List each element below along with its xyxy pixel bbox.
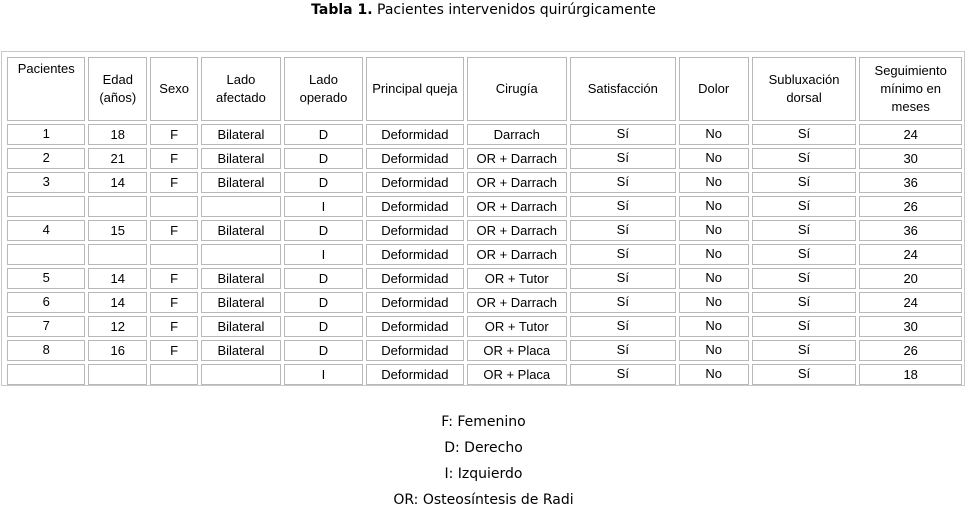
cell-pacientes: 6: [7, 292, 85, 313]
table-header: [7, 57, 962, 121]
footnotes: [0, 412, 967, 516]
cell-dolor: No: [679, 316, 749, 337]
header-seguimiento: Seguimiento mínimo en meses: [859, 57, 962, 121]
cell-subluxacion-dorsal: Sí: [752, 196, 857, 217]
header-satisfaccion: Satisfacción: [570, 57, 676, 121]
cell-principal-queja: Deformidad: [366, 220, 463, 241]
cell-lado-afectado: Bilateral: [201, 172, 281, 193]
cell-pacientes: 8: [7, 340, 85, 361]
cell-principal-queja: Deformidad: [366, 244, 463, 265]
table-caption: [0, 1, 967, 19]
cell-subluxacion-dorsal: Sí: [752, 124, 857, 145]
table-row: [7, 340, 962, 361]
cell-dolor: No: [679, 340, 749, 361]
cell-satisfaccion: Sí: [570, 124, 676, 145]
cell-edad: 14: [88, 292, 147, 313]
cell-pacientes: 1: [7, 124, 85, 145]
cell-lado-operado: D: [284, 220, 364, 241]
cell-satisfaccion: Sí: [570, 340, 676, 361]
cell-seguimiento: 30: [859, 148, 962, 169]
cell-lado-afectado: Bilateral: [201, 316, 281, 337]
cell-subluxacion-dorsal: Sí: [752, 244, 857, 265]
header-row: [7, 57, 962, 121]
cell-cirugia: Darrach: [467, 124, 567, 145]
cell-edad: 14: [88, 172, 147, 193]
cell-cirugia: OR + Darrach: [467, 220, 567, 241]
cell-lado-operado: I: [284, 244, 364, 265]
cell-satisfaccion: Sí: [570, 148, 676, 169]
cell-edad: 15: [88, 220, 147, 241]
cell-lado-operado: D: [284, 340, 364, 361]
cell-principal-queja: Deformidad: [366, 196, 463, 217]
cell-dolor: No: [679, 364, 749, 385]
cell-satisfaccion: Sí: [570, 268, 676, 289]
cell-lado-afectado: [201, 196, 281, 217]
patients-table: [4, 54, 965, 388]
cell-lado-afectado: Bilateral: [201, 292, 281, 313]
cell-dolor: No: [679, 244, 749, 265]
cell-cirugia: OR + Darrach: [467, 292, 567, 313]
cell-lado-afectado: Bilateral: [201, 124, 281, 145]
cell-satisfaccion: Sí: [570, 220, 676, 241]
table-row: [7, 220, 962, 241]
cell-pacientes: 5: [7, 268, 85, 289]
table-row: [7, 364, 962, 385]
cell-satisfaccion: Sí: [570, 364, 676, 385]
cell-lado-afectado: Bilateral: [201, 340, 281, 361]
table-row: [7, 172, 962, 193]
cell-pacientes: [7, 244, 85, 265]
cell-sexo: F: [150, 292, 198, 313]
header-dolor: Dolor: [679, 57, 749, 121]
cell-edad: [88, 244, 147, 265]
cell-pacientes: 2: [7, 148, 85, 169]
header-sexo: Sexo: [150, 57, 198, 121]
footnote-osteosintesis: OR: Osteosíntesis de Radi: [393, 492, 574, 508]
footnote-derecho: D: Derecho: [444, 440, 523, 456]
cell-cirugia: OR + Placa: [467, 364, 567, 385]
cell-sexo: F: [150, 172, 198, 193]
cell-seguimiento: 24: [859, 244, 962, 265]
cell-lado-operado: D: [284, 172, 364, 193]
patients-table-frame: [1, 51, 965, 386]
cell-subluxacion-dorsal: Sí: [752, 220, 857, 241]
cell-satisfaccion: Sí: [570, 172, 676, 193]
cell-seguimiento: 24: [859, 292, 962, 313]
cell-principal-queja: Deformidad: [366, 172, 463, 193]
cell-lado-operado: D: [284, 124, 364, 145]
cell-subluxacion-dorsal: Sí: [752, 340, 857, 361]
cell-sexo: [150, 196, 198, 217]
cell-cirugia: OR + Darrach: [467, 196, 567, 217]
cell-dolor: No: [679, 220, 749, 241]
cell-principal-queja: Deformidad: [366, 148, 463, 169]
table-row: [7, 316, 962, 337]
cell-cirugia: OR + Darrach: [467, 172, 567, 193]
cell-subluxacion-dorsal: Sí: [752, 148, 857, 169]
cell-principal-queja: Deformidad: [366, 268, 463, 289]
cell-edad: 12: [88, 316, 147, 337]
cell-satisfaccion: Sí: [570, 316, 676, 337]
cell-pacientes: 7: [7, 316, 85, 337]
cell-edad: 14: [88, 268, 147, 289]
cell-dolor: No: [679, 172, 749, 193]
cell-sexo: [150, 364, 198, 385]
header-lado-afectado: Lado afectado: [201, 57, 281, 121]
table-row: [7, 268, 962, 289]
cell-lado-operado: I: [284, 364, 364, 385]
caption-label: Tabla 1.: [311, 2, 373, 18]
cell-lado-afectado: Bilateral: [201, 268, 281, 289]
table-row: [7, 196, 962, 217]
cell-seguimiento: 30: [859, 316, 962, 337]
cell-lado-operado: D: [284, 148, 364, 169]
cell-principal-queja: Deformidad: [366, 292, 463, 313]
cell-principal-queja: Deformidad: [366, 316, 463, 337]
cell-seguimiento: 26: [859, 340, 962, 361]
cell-lado-operado: I: [284, 196, 364, 217]
cell-edad: 18: [88, 124, 147, 145]
cell-sexo: F: [150, 124, 198, 145]
table-row: [7, 148, 962, 169]
cell-cirugia: OR + Tutor: [467, 268, 567, 289]
cell-pacientes: 4: [7, 220, 85, 241]
cell-edad: 16: [88, 340, 147, 361]
cell-lado-operado: D: [284, 292, 364, 313]
cell-dolor: No: [679, 196, 749, 217]
cell-cirugia: OR + Placa: [467, 340, 567, 361]
cell-satisfaccion: Sí: [570, 244, 676, 265]
table-row: [7, 244, 962, 265]
cell-principal-queja: Deformidad: [366, 364, 463, 385]
cell-lado-operado: D: [284, 316, 364, 337]
cell-pacientes: [7, 196, 85, 217]
header-cirugia: Cirugía: [467, 57, 567, 121]
cell-satisfaccion: Sí: [570, 292, 676, 313]
cell-seguimiento: 36: [859, 172, 962, 193]
cell-subluxacion-dorsal: Sí: [752, 364, 857, 385]
footnote-izquierdo: I: Izquierdo: [444, 466, 523, 482]
cell-sexo: F: [150, 268, 198, 289]
cell-subluxacion-dorsal: Sí: [752, 172, 857, 193]
cell-lado-operado: D: [284, 268, 364, 289]
cell-pacientes: 3: [7, 172, 85, 193]
cell-sexo: [150, 244, 198, 265]
cell-subluxacion-dorsal: Sí: [752, 292, 857, 313]
cell-edad: [88, 364, 147, 385]
cell-subluxacion-dorsal: Sí: [752, 316, 857, 337]
header-lado-operado: Lado operado: [284, 57, 364, 121]
cell-sexo: F: [150, 220, 198, 241]
cell-principal-queja: Deformidad: [366, 124, 463, 145]
cell-seguimiento: 24: [859, 124, 962, 145]
header-subluxacion-dorsal: Subluxación dorsal: [752, 57, 857, 121]
cell-sexo: F: [150, 148, 198, 169]
cell-seguimiento: 18: [859, 364, 962, 385]
caption-text: Pacientes intervenidos quirúrgicamente: [377, 2, 656, 18]
cell-seguimiento: 20: [859, 268, 962, 289]
table-body: [7, 124, 962, 385]
cell-edad: [88, 196, 147, 217]
cell-seguimiento: 36: [859, 220, 962, 241]
cell-cirugia: OR + Darrach: [467, 148, 567, 169]
cell-dolor: No: [679, 124, 749, 145]
header-pacientes: Pacientes: [7, 57, 85, 121]
cell-dolor: No: [679, 292, 749, 313]
cell-sexo: F: [150, 316, 198, 337]
cell-dolor: No: [679, 268, 749, 289]
cell-pacientes: [7, 364, 85, 385]
cell-lado-afectado: [201, 244, 281, 265]
table-row: [7, 292, 962, 313]
footnote-femenino: F: Femenino: [441, 414, 526, 430]
cell-cirugia: OR + Darrach: [467, 244, 567, 265]
cell-dolor: No: [679, 148, 749, 169]
cell-satisfaccion: Sí: [570, 196, 676, 217]
cell-lado-afectado: [201, 364, 281, 385]
header-principal-queja: Principal queja: [366, 57, 463, 121]
cell-lado-afectado: Bilateral: [201, 148, 281, 169]
cell-subluxacion-dorsal: Sí: [752, 268, 857, 289]
cell-principal-queja: Deformidad: [366, 340, 463, 361]
cell-lado-afectado: Bilateral: [201, 220, 281, 241]
header-edad: Edad (años): [88, 57, 147, 121]
cell-seguimiento: 26: [859, 196, 962, 217]
table-row: [7, 124, 962, 145]
cell-sexo: F: [150, 340, 198, 361]
cell-edad: 21: [88, 148, 147, 169]
cell-cirugia: OR + Tutor: [467, 316, 567, 337]
